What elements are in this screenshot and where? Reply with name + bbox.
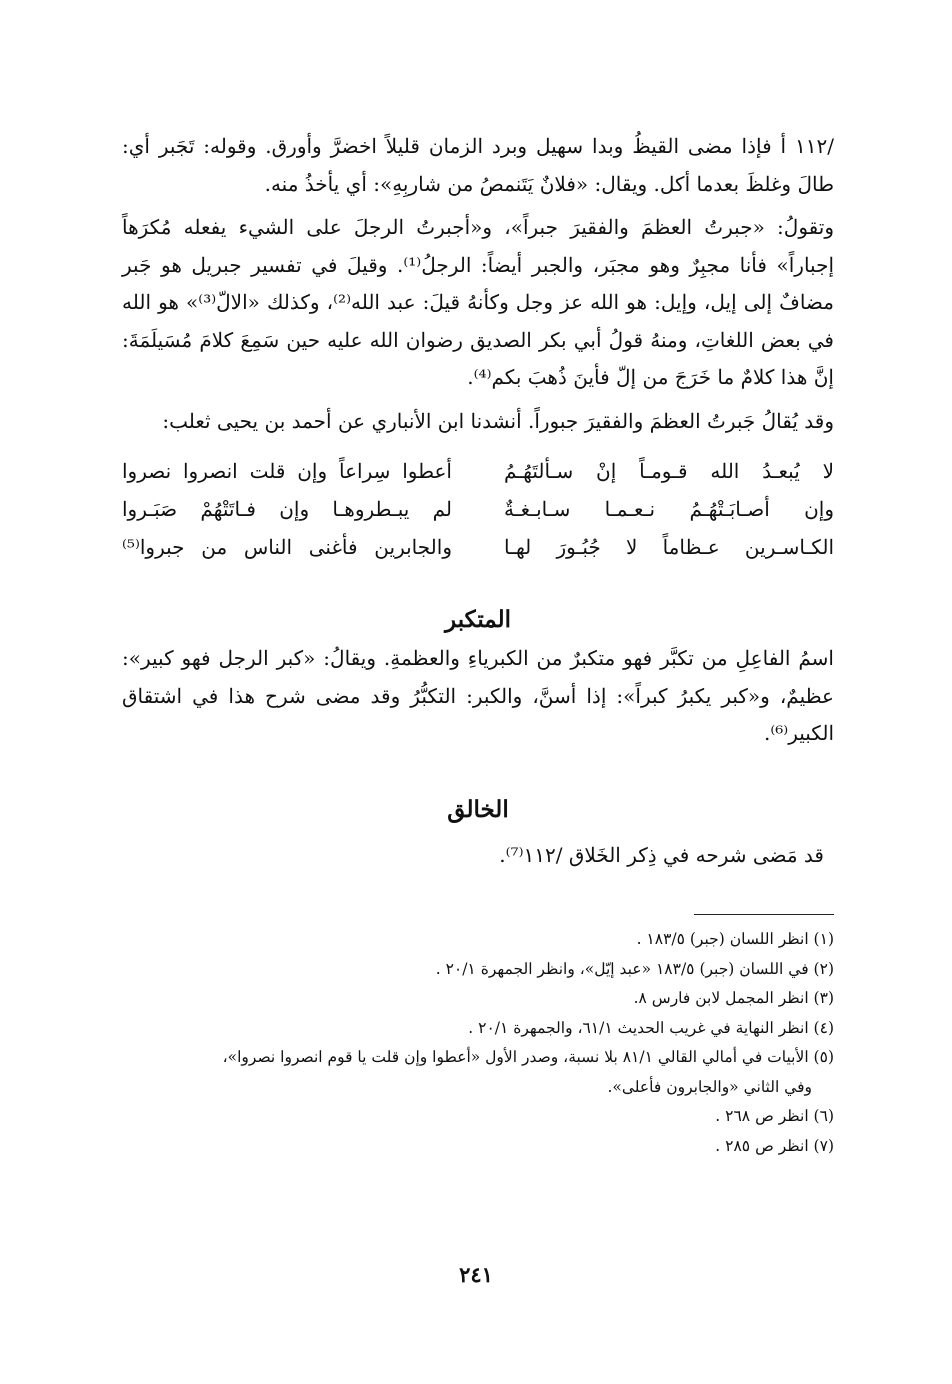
page-number: ٢٤١ bbox=[459, 1262, 493, 1287]
verse-first-hemistich: لا يُبعـدُ الله قـومـاً إنْ سـألتَهُـمُ bbox=[504, 459, 834, 483]
footnote: (٥) الأبيات في أمالي القالي ٨١/١ بلا نسبة، وصدر الأول «أعطوا وإن قلت يا قوم انصروا نصروا»، bbox=[222, 1048, 834, 1066]
footnote-separator bbox=[694, 914, 834, 915]
verse-second-hemistich: أعطوا سِراعاً وإن قلت انصروا نصروا bbox=[122, 459, 452, 483]
footnotes bbox=[122, 925, 834, 1161]
section-heading-khaliq: الخالق bbox=[447, 795, 509, 823]
footnote-continuation: وفي الثاني «والجابرون فأعلى». bbox=[607, 1077, 812, 1096]
poem-verse bbox=[122, 452, 834, 490]
poem-verse bbox=[122, 528, 834, 566]
section-text-khaliq: قد مَضى شرحه في ذِكر الخَلاق /١١٢⁽⁷⁾. bbox=[499, 842, 824, 867]
verse-first-hemistich: الكـاسـرين عـظاماً لا جُبُـورَ لهـا bbox=[504, 535, 834, 559]
section-heading-mutakabbir: المتكبر bbox=[445, 606, 511, 633]
poem-verse bbox=[122, 490, 834, 528]
verse-second-hemistich: والجابرين فأغنى الناس من جبروا⁽⁵⁾ bbox=[122, 535, 452, 559]
footnote: (٤) انظر النهاية في غريب الحديث ٦١/١، والجمهرة ٢٠/١ . bbox=[468, 1018, 834, 1037]
footnote: (٦) انظر ص ٢٦٨ . bbox=[715, 1107, 834, 1125]
verse-first-hemistich: وإن أصـابَـتْهُـمُ نـعـمـا سـابـغـةٌ bbox=[504, 497, 834, 521]
paragraph-2: وتقولُ: «جبرتُ العظمَ والفقيرَ جبراً»، و«أجبرتُ الرجلَ على الشيء يفعله مُكرَهاً إجباراً» فأنا مجبِرٌ وهو مجبَر، والجبر أيضاً: الرجلُ⁽¹⁾. وقيلَ في تفسير جبريل هو جَبر مضافٌ إلى إيل، وإيل: هو الله عز وجل وكأنهُ قيلَ: عبد الله⁽²⁾، وكذلك «الالّ⁽³⁾» هو الله في بعض اللغاتِ، ومنهُ قولُ أبي بكر الصديق رضوان الله عليه حين سَمِعَ كلامَ مُسَيلَمَةَ: إنَّ هذا كلامٌ ما خَرَجَ من إلّ فأينَ ذُهبَ بكم⁽⁴⁾. bbox=[122, 215, 835, 389]
footnote: (١) انظر اللسان (جبر) ١٨٣/٥ . bbox=[636, 930, 834, 948]
page-content bbox=[122, 128, 834, 1161]
footnote: (٧) انظر ص ٢٨٥ . bbox=[715, 1136, 834, 1155]
paragraph-1: /١١٢ أ فإذا مضى القيظُ وبدا سهيل وبرد الزمان قليلاً اخضرَّ وأورق. وقوله: تَجَبر أي: طالَ وغلظَ بعدما أكل. ويقال: «فلانٌ يَتَنمصُ من شاربِهِ»: أي يأخذُ منه. bbox=[122, 134, 834, 196]
footnote: (٣) انظر المجمل لابن فارس ٨. bbox=[633, 989, 834, 1007]
poem bbox=[122, 452, 834, 566]
section-text-mutakabbir: اسمُ الفاعِلِ من تكبَّر فهو متكبرٌ من الكبرياءِ والعظمةِ. ويقالُ: «كبر الرجل فهو كبير»: عظيمٌ، و«كبر يكبرُ كبراً»: إذا أسنَّ، والكبر: التكبُّرُ وقد مضى شرح هذا في اشتقاق الكبير⁽⁶⁾. bbox=[122, 646, 834, 745]
paragraph-3: وقد يُقالُ جَبرتُ العظمَ والفقيرَ جبوراً. أنشدنا ابن الأنباري عن أحمد بن يحيى ثعلب: bbox=[162, 408, 834, 433]
footnote: (٢) في اللسان (جبر) ١٨٣/٥ «عبد إيّل»، وانظر الجمهرة ٢٠/١ . bbox=[435, 959, 834, 978]
verse-second-hemistich: لم يبـطروهـا وإن فـاتَتْهُمْ صَبَـروا bbox=[122, 497, 452, 521]
